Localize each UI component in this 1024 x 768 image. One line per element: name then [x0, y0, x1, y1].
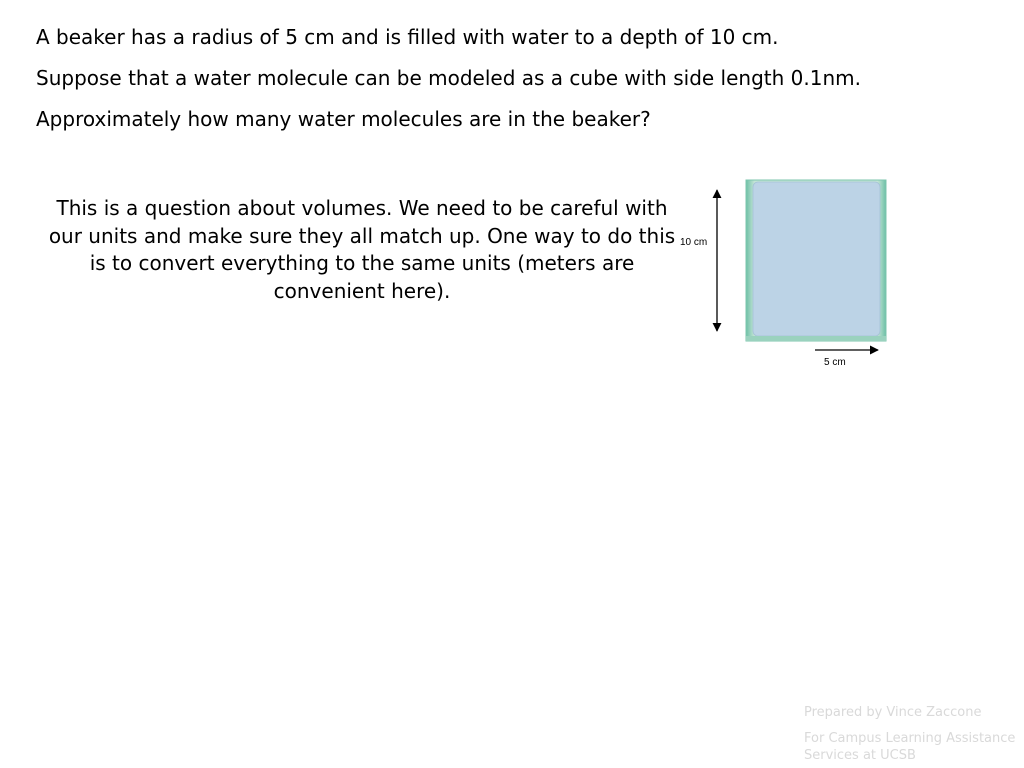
beaker-water — [753, 182, 880, 336]
beaker-diagram — [670, 170, 910, 380]
question-line-2: Suppose that a water molecule can be modeled as a cube with side length 0.1nm. — [36, 66, 861, 90]
beaker-illustration — [670, 170, 910, 380]
footer-affiliation: For Campus Learning Assistance Services at UCSB — [804, 731, 1016, 763]
beaker-base — [746, 336, 886, 341]
explanation-text: This is a question about volumes. We need to be careful with our units and make sure they all match up. One way to do this is to convert everything to the same units (meters are convenient here). — [48, 196, 676, 303]
height-label: 10 cm — [680, 237, 708, 248]
radius-label: 5 cm — [824, 357, 846, 368]
question-line-1: A beaker has a radius of 5 cm and is filled with water to a depth of 10 cm. — [36, 25, 779, 49]
question-line-3: Approximately how many water molecules are in the beaker? — [36, 107, 651, 131]
footer-prepared-by: Prepared by Vince Zaccone — [804, 705, 982, 720]
